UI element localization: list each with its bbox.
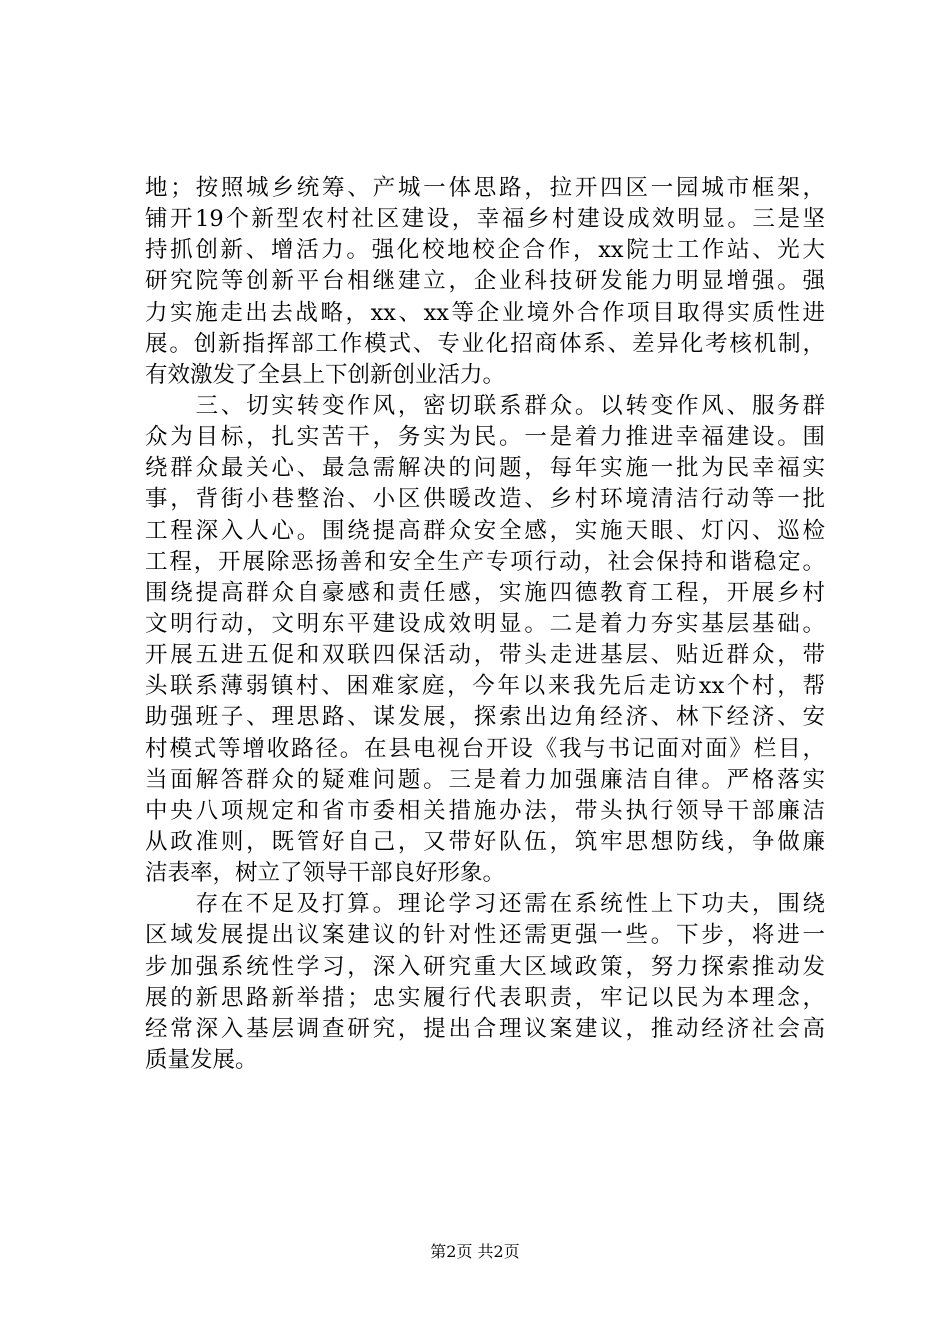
text-line: 开展五进五促和双联四保活动，带头走进基层、贴近群众，带 — [145, 642, 825, 669]
text-line: 洁表率，树立了领导干部良好形象。 — [145, 860, 506, 887]
text-line: 有效激发了全县上下创新创业活力。 — [145, 361, 506, 388]
text-line: 三、切实转变作风，密切联系群众。以转变作风、服务群 — [145, 392, 825, 419]
text-line: 质量发展。 — [145, 1046, 258, 1073]
text-line: 研究院等创新平台相继建立，企业科技研发能力明显增强。强 — [145, 268, 825, 295]
text-line: 展的新思路新举措；忠实履行代表职责，牢记以民为本理念， — [145, 984, 825, 1011]
text-line: 众为目标，扎实苦干，务实为民。一是着力推进幸福建设。围 — [145, 424, 825, 451]
page-number: 第2页 共2页 — [430, 1242, 520, 1261]
text-line: 展。创新指挥部工作模式、专业化招商体系、差异化考核机制， — [145, 330, 825, 357]
text-line: 中央八项规定和省市委相关措施办法，带头执行领导干部廉洁 — [145, 797, 825, 824]
text-line: 存在不足及打算。理论学习还需在系统性上下功夫，围绕 — [145, 891, 825, 918]
text-line: 从政准则，既管好自己，又带好队伍，筑牢思想防线，争做廉 — [145, 828, 825, 855]
text-line: 力实施走出去战略，xx、xx等企业境外合作项目取得实质性进 — [145, 299, 825, 326]
text-line: 工程深入人心。围绕提高群众安全感，实施天眼、灯闪、巡检 — [145, 517, 825, 544]
text-line: 事，背街小巷整治、小区供暖改造、乡村环境清洁行动等一批 — [145, 486, 825, 513]
page-footer — [0, 1242, 950, 1262]
body-text — [145, 173, 825, 1076]
text-line: 铺开19个新型农村社区建设，幸福乡村建设成效明显。三是坚 — [145, 206, 825, 233]
text-line: 村模式等增收路径。在县电视台开设《我与书记面对面》栏目， — [145, 735, 825, 762]
text-line: 区域发展提出议案建议的针对性还需更强一些。下步，将进一 — [145, 922, 825, 949]
text-line: 绕群众最关心、最急需解决的问题，每年实施一批为民幸福实 — [145, 455, 825, 482]
text-line: 头联系薄弱镇村、困难家庭，今年以来我先后走访xx个村，帮 — [145, 673, 825, 700]
text-line: 步加强系统性学习，深入研究重大区域政策，努力探索推动发 — [145, 953, 825, 980]
text-line: 工程，开展除恶扬善和安全生产专项行动，社会保持和谐稳定。 — [145, 548, 825, 575]
text-line: 围绕提高群众自豪感和责任感，实施四德教育工程，开展乡村 — [145, 579, 825, 606]
text-line: 助强班子、理思路、谋发展，探索出边角经济、林下经济、安 — [145, 704, 825, 731]
text-line: 持抓创新、增活力。强化校地校企合作，xx院士工作站、光大 — [145, 237, 825, 264]
text-line: 当面解答群众的疑难问题。三是着力加强廉洁自律。严格落实 — [145, 766, 825, 793]
text-line: 文明行动，文明东平建设成效明显。二是着力夯实基层基础。 — [145, 610, 825, 637]
text-line: 地；按照城乡统筹、产城一体思路，拉开四区一园城市框架， — [145, 175, 825, 201]
text-line: 经常深入基层调查研究，提出合理议案建议，推动经济社会高 — [145, 1015, 825, 1042]
